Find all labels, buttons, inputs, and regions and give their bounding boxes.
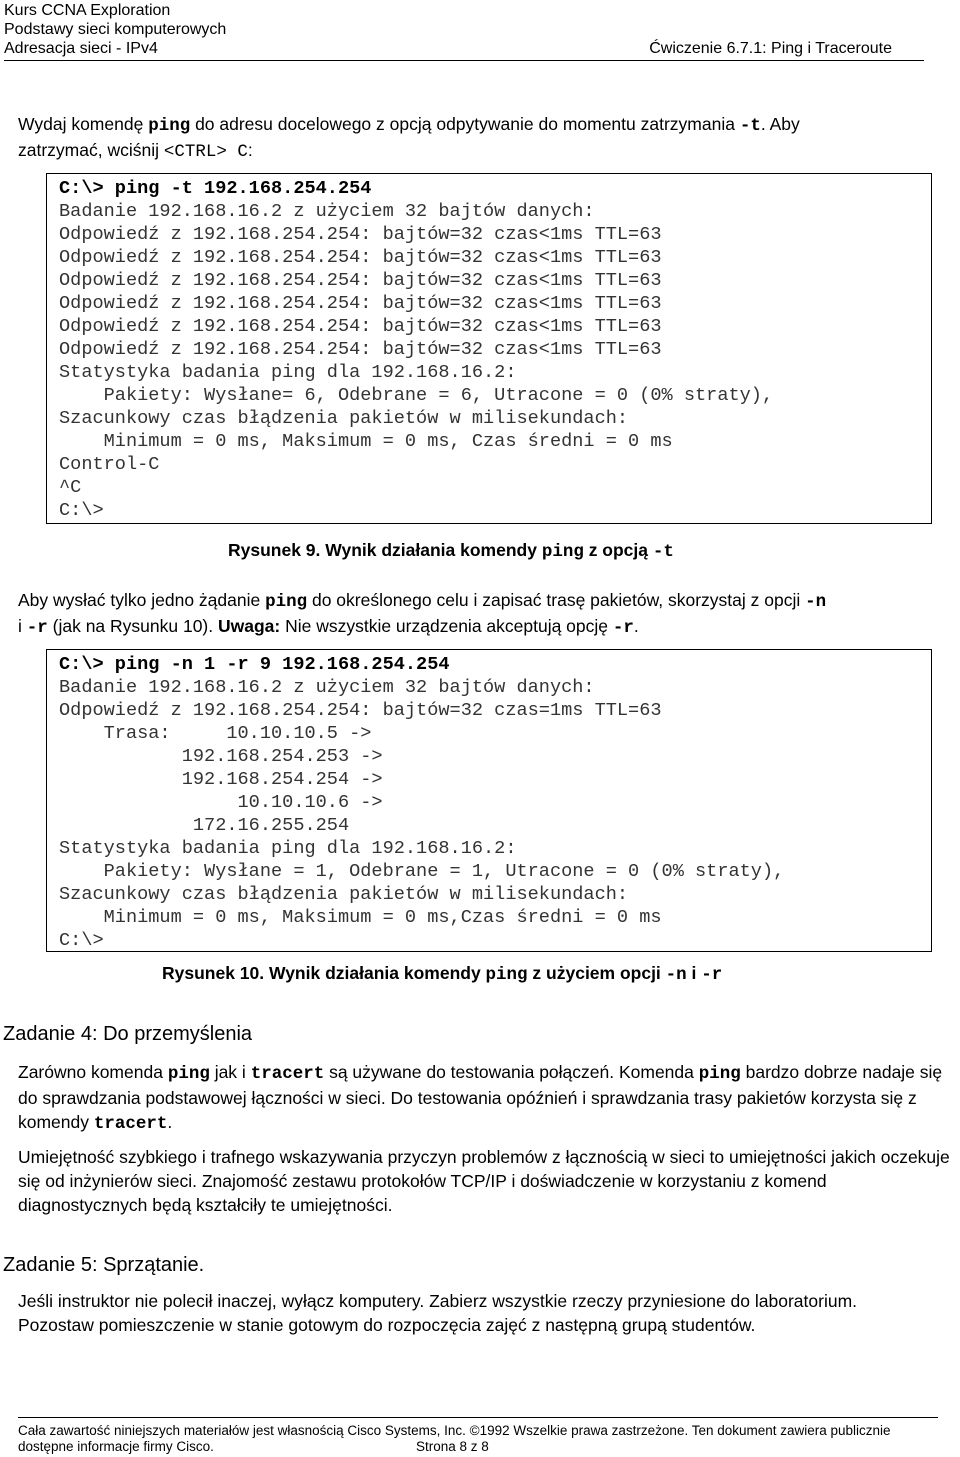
options-paragraph: Aby wysłać tylko jedno żądanie ping do określonego celu i zapisać trasę pakietów, skorzystaj z opcji -n i -r (jak na Rysunku 10). Uwaga: Nie wszystkie urządzenia akceptują opcję -r. <box>18 590 827 638</box>
terminal-line: Badanie 192.168.16.2 z użyciem 32 bajtów danych: <box>59 201 595 222</box>
terminal-line: Szacunkowy czas błądzenia pakietów w milisekundach: <box>59 884 629 905</box>
terminal-output-ping-n-r <box>46 649 932 952</box>
terminal-line: Szacunkowy czas błądzenia pakietów w milisekundach: <box>59 408 629 429</box>
terminal-line: Statystyka badania ping dla 192.168.16.2: <box>59 362 517 383</box>
header-rule <box>4 60 924 61</box>
terminal-line: Pakiety: Wysłane= 6, Odebrane = 6, Utracone = 0 (0% straty), <box>59 385 774 406</box>
terminal-output-ping-t <box>46 173 932 524</box>
option-t-text: -t <box>739 116 761 136</box>
terminal-line: Odpowiedź z 192.168.254.254: bajtów=32 czas=1ms TTL=63 <box>59 700 662 721</box>
terminal-line: Minimum = 0 ms, Maksimum = 0 ms, Czas średni = 0 ms <box>59 431 673 452</box>
footer-rule <box>18 1417 938 1418</box>
doc-header <box>4 1 226 58</box>
ctrl-c-text: <CTRL> C <box>163 142 248 162</box>
task-5-heading: Zadanie 5: Sprzątanie. <box>3 1254 205 1276</box>
terminal-line: Odpowiedź z 192.168.254.254: bajtów=32 czas<1ms TTL=63 <box>59 339 662 360</box>
course-subtitle: Podstawy sieci komputerowych <box>4 21 227 38</box>
terminal-line: 172.16.255.254 <box>59 815 350 836</box>
course-title: Kurs CCNA Exploration <box>4 2 171 19</box>
terminal-line: Statystyka badania ping dla 192.168.16.2: <box>59 838 517 859</box>
footer-copyright: Cała zawartość niniejszych materiałów jest własnością Cisco Systems, Inc. ©1992 Wszelkie prawa zastrzeżone. Ten dokument zawiera publicznie <box>18 1423 891 1438</box>
figure-10-caption: Rysunek 10. Wynik działania komendy ping z użyciem opcji -n i -r <box>162 963 723 985</box>
terminal-command: C:\> ping -n 1 -r 9 192.168.254.254 <box>59 654 450 675</box>
terminal-line: Odpowiedź z 192.168.254.254: bajtów=32 czas<1ms TTL=63 <box>59 293 662 314</box>
footer-copyright-cont: dostępne informacje firmy Cisco. <box>18 1439 214 1454</box>
terminal-line: C:\> <box>59 500 104 521</box>
page-number: Strona 8 z 8 <box>416 1439 489 1454</box>
terminal-line: Pakiety: Wysłane = 1, Odebrane = 1, Utracone = 0 (0% straty), <box>59 861 785 882</box>
terminal-line: Trasa: 10.10.10.5 -> <box>59 723 372 744</box>
figure-9-caption: Rysunek 9. Wynik działania komendy ping z opcją -t <box>228 540 674 562</box>
exercise-title: Ćwiczenie 6.7.1: Ping i Traceroute <box>649 40 892 57</box>
task-4-paragraph-2: Umiejętność szybkiego i trafnego wskazywania przyczyn problemów z łącznością w sieci to umiejętności jakich oczekuje się od inżynierów sieci. Znajomość zestawu protokołów TCP/IP i doświadczenie w korzystaniu z komend diagnostycznych będą kształciły te umiejętności. <box>18 1147 950 1215</box>
terminal-line: Odpowiedź z 192.168.254.254: bajtów=32 czas<1ms TTL=63 <box>59 224 662 245</box>
footer <box>18 1423 958 1455</box>
task-4-paragraph-1: Zarówno komenda ping jak i tracert są używane do testowania połączeń. Komenda ping bardzo dobrze nadaje się do sprawdzania podstawowej łączności w sieci. Do testowania opóźnień i sprawdzania trasy pakietów korzysta się z komendy tracert. <box>18 1062 943 1134</box>
task-4-heading: Zadanie 4: Do przemyślenia <box>3 1023 253 1045</box>
ping-command-text: ping <box>148 116 191 136</box>
terminal-line: Odpowiedź z 192.168.254.254: bajtów=32 czas<1ms TTL=63 <box>59 247 662 268</box>
terminal-command: C:\> ping -t 192.168.254.254 <box>59 178 372 199</box>
terminal-line: 10.10.10.6 -> <box>59 792 383 813</box>
terminal-line: ^C <box>59 477 82 498</box>
terminal-line: Odpowiedź z 192.168.254.254: bajtów=32 czas<1ms TTL=63 <box>59 316 662 337</box>
terminal-line: C:\> <box>59 930 104 951</box>
intro-paragraph: Wydaj komendę ping do adresu docelowego z opcją odpytywanie do momentu zatrzymania -t. Aby zatrzymać, wciśnij <CTRL> C: <box>18 114 800 162</box>
note-label: Uwaga: <box>217 616 281 636</box>
terminal-line: Minimum = 0 ms, Maksimum = 0 ms,Czas średni = 0 ms <box>59 907 662 928</box>
terminal-line: 192.168.254.253 -> <box>59 746 383 767</box>
terminal-line: Control-C <box>59 454 160 475</box>
terminal-line: Odpowiedź z 192.168.254.254: bajtów=32 czas<1ms TTL=63 <box>59 270 662 291</box>
terminal-line: Badanie 192.168.16.2 z użyciem 32 bajtów danych: <box>59 677 595 698</box>
chapter-title: Adresacja sieci - IPv4 <box>4 40 158 57</box>
task-5-paragraph: Jeśli instruktor nie polecił inaczej, wyłącz komputery. Zabierz wszystkie rzeczy przyniesione do laboratorium. Pozostaw pomieszczenie w stanie gotowym do rozpoczęcia zajęć z następną grupą studentów. <box>18 1291 858 1335</box>
terminal-line: 192.168.254.254 -> <box>59 769 383 790</box>
